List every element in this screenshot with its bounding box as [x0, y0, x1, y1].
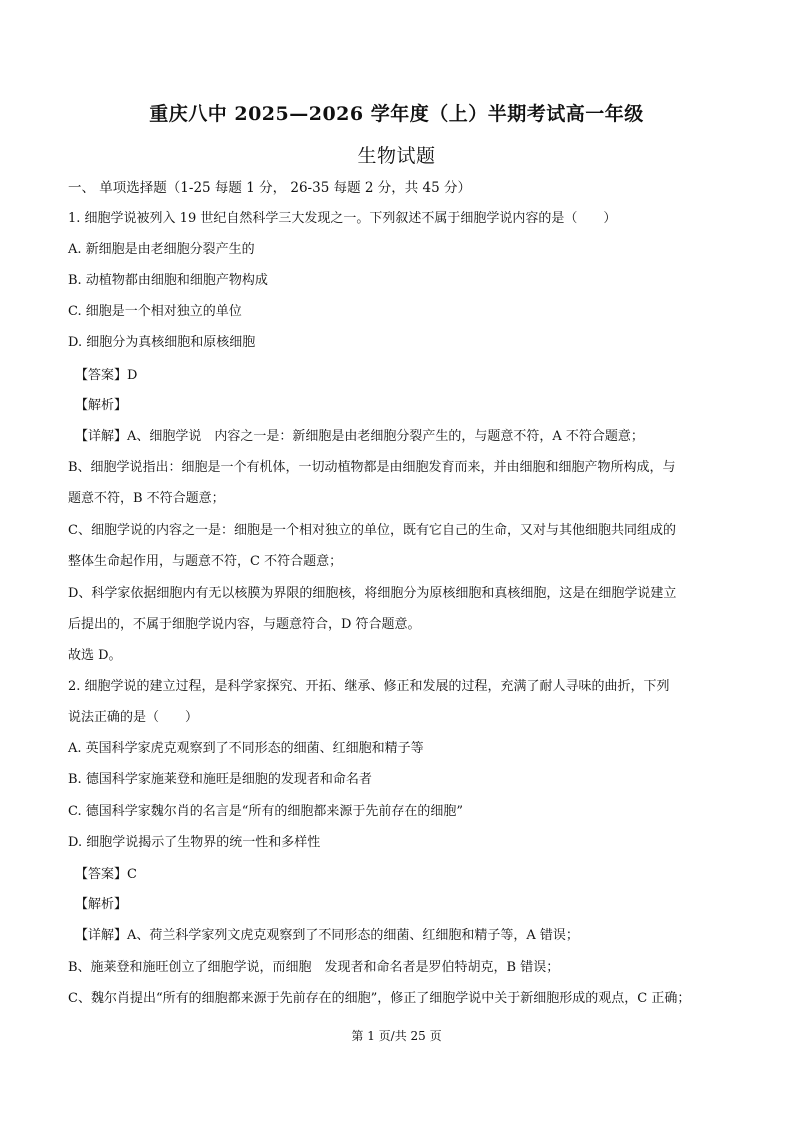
question-1-explanation-line: 题意不符，B 不符合题意；	[68, 491, 225, 506]
question-2-option-b: B. 德国科学家施莱登和施旺是细胞的发现者和命名者	[68, 772, 372, 787]
question-2-stem: 说法正确的是（ ）	[68, 710, 199, 725]
question-2-explanation-line: C、魏尔肖提出“所有的细胞都来源于先前存在的细胞”，修正了细胞学说中关于新细胞形成的观点，C 正确；	[68, 991, 691, 1006]
question-1-stem: 1. 细胞学说被列入 19 世纪自然科学三大发现之一。下列叙述不属于细胞学说内容的是（ ）	[68, 211, 617, 226]
question-1-explanation-line: 整体生命起作用，与题意不符，C 不符合题意；	[68, 554, 343, 569]
question-2-stem: 2. 细胞学说的建立过程，是科学家探究、开拓、继承、修正和发展的过程，充满了耐人寻味的曲折，下列	[68, 679, 670, 694]
question-2-answer: 【答案】C	[75, 867, 137, 882]
question-2-option-d: D. 细胞学说揭示了生物界的统一性和多样性	[68, 835, 321, 850]
question-1-explanation-line: C、细胞学说的内容之一是：细胞是一个相对独立的单位，既有它自己的生命，又对与其他细胞共同组成的	[68, 523, 676, 538]
question-1-explanation-line: 【详解】A、细胞学说 内容之一是：新细胞是由老细胞分裂产生的，与题意不符，A 不符合题意；	[75, 429, 644, 444]
question-1-answer: 【答案】D	[75, 368, 138, 383]
question-2-explanation-line: 【详解】A、荷兰科学家列文虎克观察到了不同形态的细菌、红细胞和精子等，A 错误；	[75, 928, 579, 943]
question-1-option-c: C. 细胞是一个相对独立的单位	[68, 304, 242, 319]
question-1-explanation-line: 故选 D。	[68, 648, 122, 663]
question-2-analysis-tag: 【解析】	[75, 897, 128, 912]
question-2-explanation-line: B、施莱登和施旺创立了细胞学说，而细胞 发现者和命名者是罗伯特胡克，B 错误；	[68, 960, 560, 975]
page-number: 第 1 页/共 25 页	[351, 1029, 442, 1043]
question-1-option-b: B. 动植物都由细胞和细胞产物构成	[68, 273, 268, 288]
question-1-explanation-line: 后提出的，不属于细胞学说内容，与题意符合，D 符合题意。	[68, 617, 421, 632]
question-1-explanation-line: B、细胞学说指出：细胞是一个有机体，一切动植物都是由细胞发育而来，并由细胞和细胞产物所构成，与	[68, 460, 676, 475]
exam-title: 重庆八中 2025—2026 学年度（上）半期考试高一年级	[149, 103, 644, 125]
question-2-option-c: C. 德国科学家魏尔肖的名言是“所有的细胞都来源于先前存在的细胞”	[68, 804, 464, 819]
question-1-explanation-line: D、科学家依据细胞内有无以核膜为界限的细胞核，将细胞分为原核细胞和真核细胞，这是在细胞学说建立	[68, 586, 677, 601]
question-1-analysis-tag: 【解析】	[75, 398, 128, 413]
section-heading: 一、 单项选择题（1-25 每题 1 分， 26-35 每题 2 分，共 45 分）	[68, 180, 472, 196]
exam-subtitle: 生物试题	[357, 145, 436, 167]
question-1-option-d: D. 细胞分为真核细胞和原核细胞	[68, 335, 256, 350]
question-1-option-a: A. 新细胞是由老细胞分裂产生的	[68, 242, 255, 257]
question-2-option-a: A. 英国科学家虎克观察到了不同形态的细菌、红细胞和精子等	[68, 741, 424, 756]
